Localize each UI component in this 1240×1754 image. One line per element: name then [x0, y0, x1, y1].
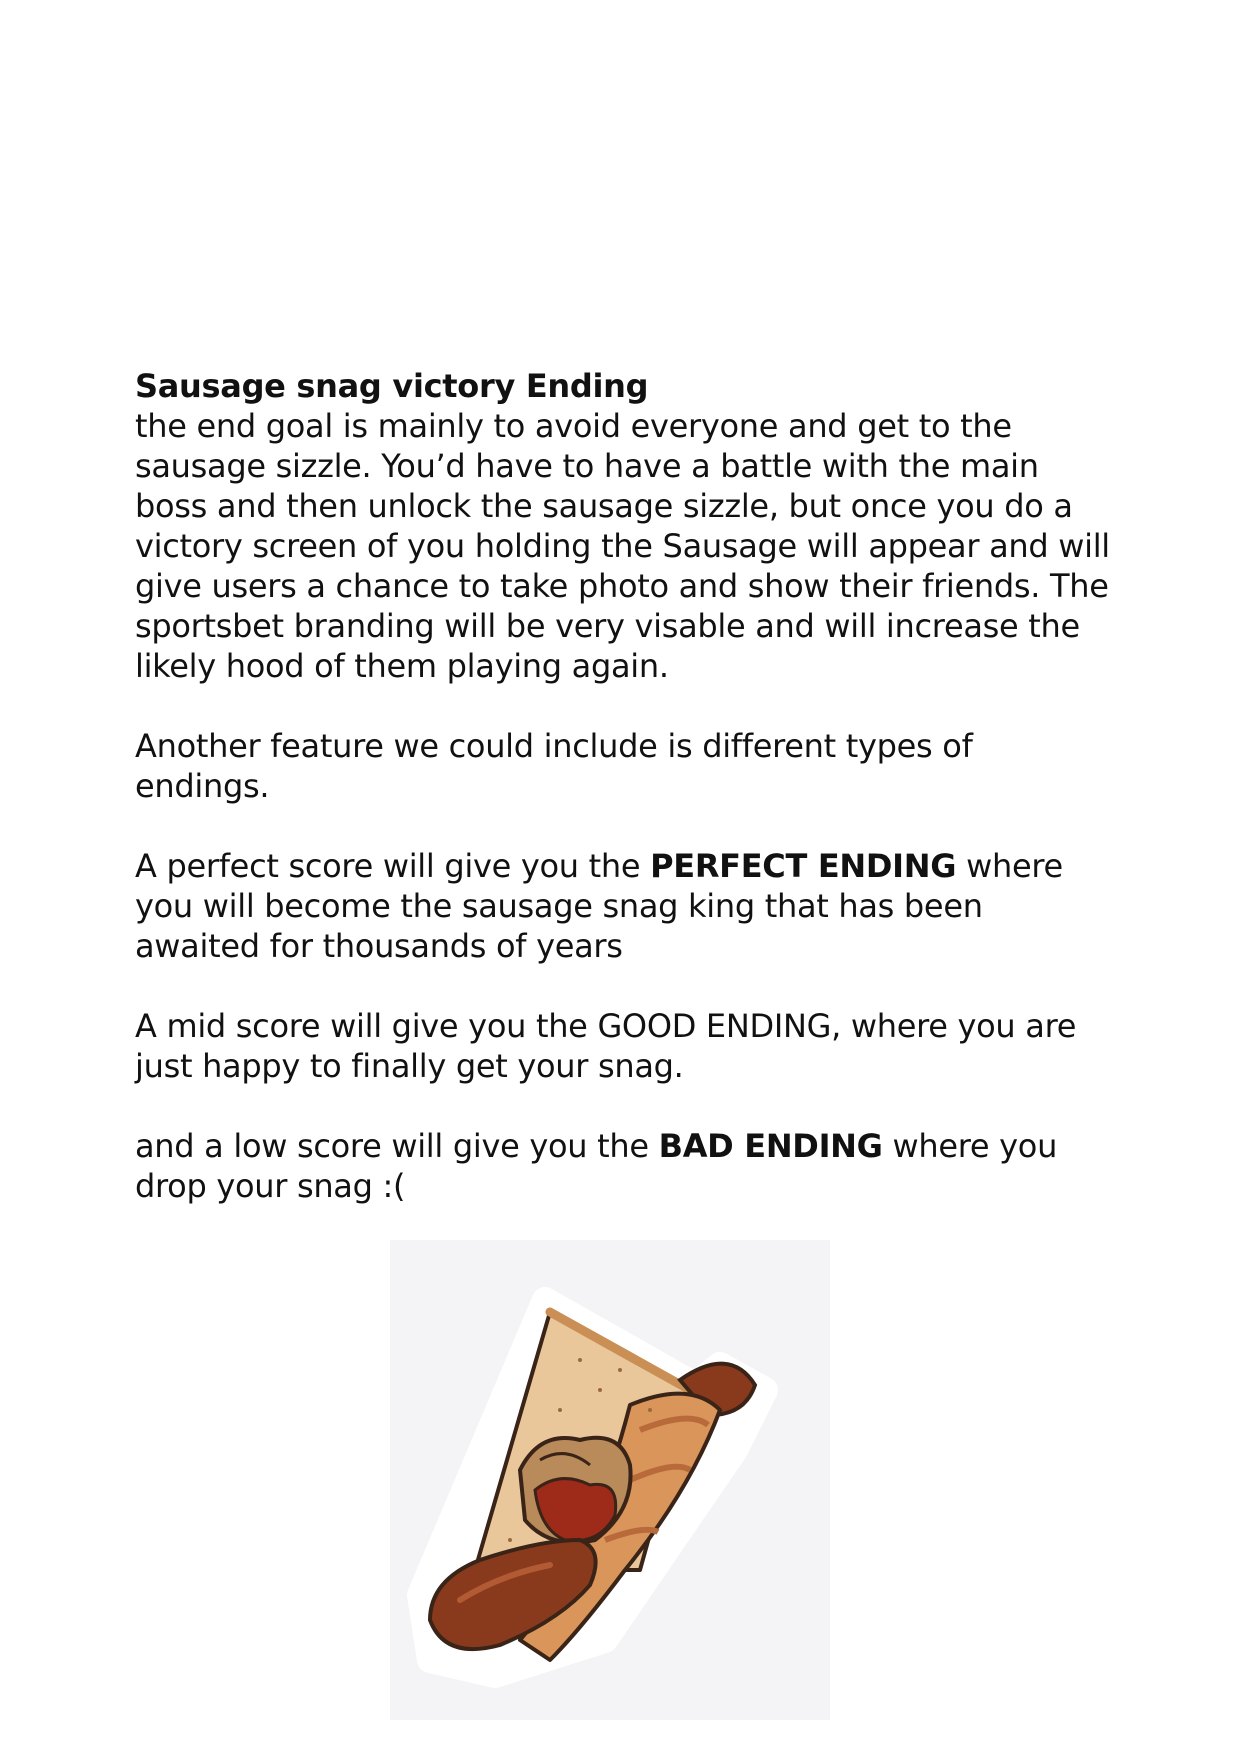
- paragraph-victory-description: the end goal is mainly to avoid everyone and get to the sausage sizzle. You’d have to have a battle with the main boss and then unlock the sausage sizzle, but once you do a victory screen of you holding the Sausage will appear and will give users a chance to take photo and show their friends. The sportsbet branding will be very visable and will increase the likely hood of them playing again.: [135, 407, 1110, 685]
- paragraph-good-ending: A mid score will give you the GOOD ENDING, where you are just happy to finally get your snag.: [135, 1007, 1077, 1085]
- bad-ending-text-before: and a low score will give you the: [135, 1127, 659, 1165]
- bad-ending-label: BAD ENDING: [658, 1127, 883, 1165]
- paragraph-bad-ending: [135, 1126, 1115, 1206]
- paragraph-endings-intro: Another feature we could include is different types of endings.: [135, 727, 973, 805]
- document-heading: Sausage snag victory Ending: [135, 367, 649, 405]
- perfect-ending-label: PERFECT ENDING: [650, 847, 957, 885]
- paragraph-perfect-ending: [135, 846, 1115, 966]
- perfect-ending-text-before: A perfect score will give you the: [135, 847, 651, 885]
- perfect-ending-text-after: where you will become the sausage snag king that has been awaited for thousands of years: [135, 847, 1063, 965]
- bad-ending-text-after: where you drop your snag :(: [135, 1127, 1058, 1205]
- sausage-sizzle-sticker-icon: [390, 1240, 830, 1720]
- document-body: [135, 366, 1115, 1206]
- sausage-sizzle-image: [390, 1240, 830, 1720]
